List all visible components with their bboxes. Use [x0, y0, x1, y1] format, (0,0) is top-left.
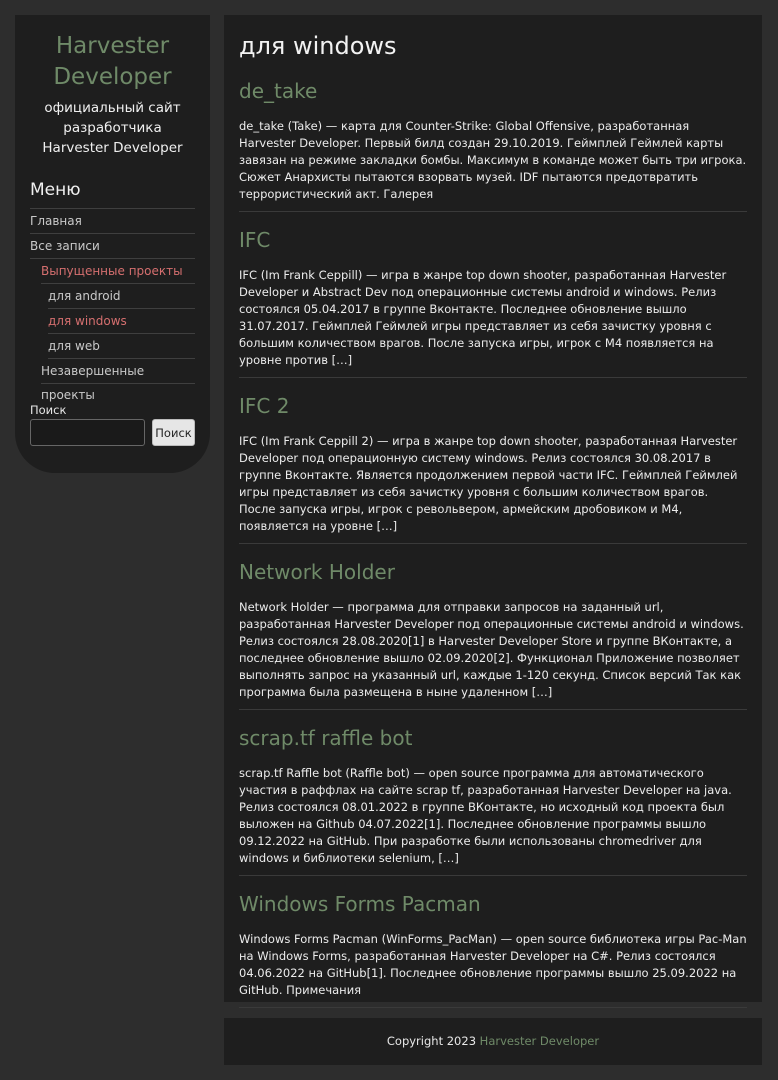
- search-form: [30, 419, 195, 446]
- footer-site-link[interactable]: Harvester Developer: [479, 1034, 600, 1048]
- search-input[interactable]: [30, 419, 145, 446]
- menu-item-unfinished-projects[interactable]: Незавершенные проекты: [41, 359, 195, 384]
- post-excerpt: de_take (Take) — карта для Counter-Strike: Global Offensive, разработанная Harvester Developer. Первый билд создан 29.10.2019. Геймплей Геймлей карты завязан на режиме закладки бомбы. Максимум в команде может быть три игрока. Сюжет Анархисты пытаются взорвать музей. IDF пытаются предотвратить террористический акт. Галерея: [239, 119, 747, 201]
- post-title-link[interactable]: Windows Forms Pacman: [239, 892, 481, 916]
- menu-item-android[interactable]: для android: [48, 284, 195, 309]
- menu-item-home[interactable]: Главная: [30, 209, 195, 234]
- menu-title: Меню: [30, 180, 195, 209]
- menu-item-released-projects[interactable]: Выпущенные проекты: [41, 259, 195, 284]
- menu-item-windows[interactable]: для windows: [48, 309, 195, 334]
- search-button[interactable]: Поиск: [152, 419, 195, 446]
- post-excerpt: IFC (Im Frank Ceppill) — игра в жанре top down shooter, разработанная Harvester Developer и Abstract Dev под операционные системы android и windows. Релиз состоялся 05.04.2017 в группе Вконтакте. Последнее обновление вышло 31.07.2017. Геймплей Геймлей игры представляет из себя зачистку уровня с большим количеством врагов. После запуска игры, игрок с M4 появляется на уровне против […]: [239, 268, 727, 367]
- footer-copyright: Copyright 2023: [386, 1034, 477, 1048]
- post: [239, 560, 747, 710]
- main-content: [224, 15, 762, 1002]
- sidebar-menu: [30, 209, 195, 402]
- post-excerpt: IFC (Im Frank Ceppill 2) — игра в жанре top down shooter, разработанная Harvester Developer под операционную систему windows. Релиз состоялся 30.08.2017 в группе Вконтакте. Является продолжением первой части IFC. Геймплей Геймлей игры представляет из себя зачистку уровня с большим количеством врагов. После запуска игры, игрок с револьвером, армейским дробовиком и M4, появляется на уровне […]: [239, 434, 738, 533]
- post-title-link[interactable]: Network Holder: [239, 560, 395, 584]
- post-excerpt: Windows Forms Pacman (WinForms_PacMan) — open source библиотека игры Pac-Man на Windows Forms, разработанная Harvester Developer на C#. Релиз состоялся 04.06.2022 на GitHub[1]. Последнее обновление программы вышло 25.09.2022 на GitHub. Примечания: [239, 932, 747, 997]
- menu-item-all-posts[interactable]: Все записи: [30, 234, 195, 259]
- post-title-link[interactable]: IFC: [239, 228, 271, 252]
- post-excerpt: Network Holder — программа для отправки запросов на заданный url, разработанная Harvester Developer под операционные системы android и windows. Релиз состоялся 28.08.2020[1] в Harvester Developer Store и группе ВКонтакте, а последнее обновление вышло 02.09.2020[2]. Функционал Приложение позволяет выполнять запрос на указанный url, каждые 1-120 секунд. Список версий Так как программа была размещена в ныне удаленном […]: [239, 600, 744, 699]
- post-title-link[interactable]: IFC 2: [239, 394, 290, 418]
- post: [239, 394, 747, 544]
- search-label: Поиск: [30, 403, 67, 417]
- post: [239, 79, 747, 212]
- post: [239, 228, 747, 378]
- sidebar: [15, 15, 210, 473]
- post: [239, 892, 747, 1008]
- site-title-link[interactable]: Harvester Developer: [53, 33, 172, 90]
- footer: [224, 1018, 762, 1065]
- post: [239, 726, 747, 876]
- page-title: для windows: [239, 32, 397, 60]
- post-title-link[interactable]: de_take: [239, 79, 318, 103]
- post-title-link[interactable]: scrap.tf raffle bot: [239, 726, 413, 750]
- post-excerpt: scrap.tf Raffle bot (Raffle bot) — open source программа для автоматического участия в раффлах на сайте scrap tf, разработанная Harvester Developer на java. Релиз состоялся 08.01.2022 в группе ВКонтакте, но исходный код проекта был выложен на Github 04.07.2022[1]. Последнее обновление программы вышло 09.12.2022 на GitHub. При разработке были использованы chromedriver для windows и библиотеки selenium, […]: [239, 766, 732, 865]
- menu-item-web[interactable]: для web: [48, 334, 195, 359]
- site-description: официальный сайт разработчика Harvester Developer: [42, 100, 183, 156]
